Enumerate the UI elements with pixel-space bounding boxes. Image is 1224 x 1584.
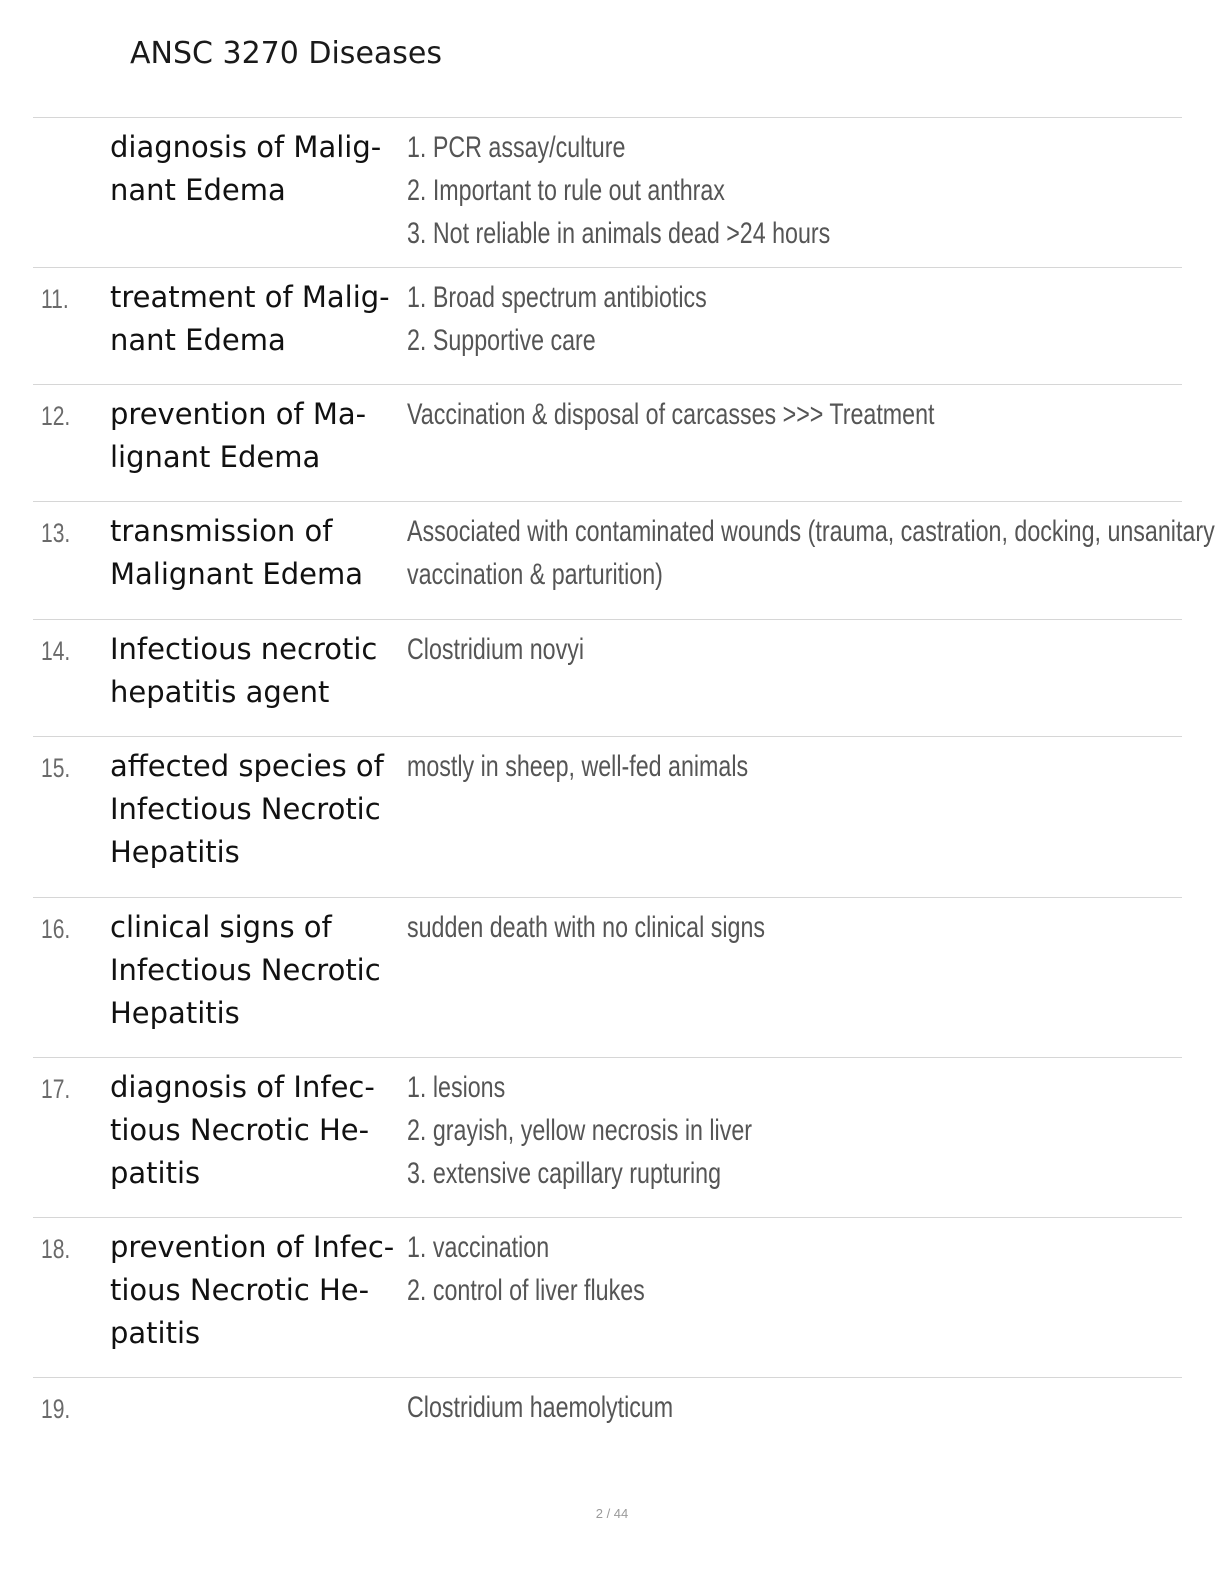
row-number: 13.: [41, 518, 71, 548]
term-line: Hepatitis: [110, 835, 240, 869]
definition-line: Vaccination & disposal of carcasses >>> Treatment: [407, 398, 935, 431]
definition-line: vaccination & parturition): [407, 558, 663, 591]
definition-line: Clostridium novyi: [407, 633, 585, 666]
document-title: ANSC 3270 Diseases: [130, 36, 442, 71]
row-term: [110, 393, 400, 479]
definition-line: 2. control of liver flukes: [407, 1274, 645, 1307]
term-line: Infectious Necrotic: [110, 792, 381, 826]
flashcard-row: [33, 619, 1182, 736]
flashcard-row: [33, 117, 1182, 267]
term-line: clinical signs of: [110, 910, 332, 944]
term-line: lignant Edema: [110, 440, 321, 474]
row-definition: [407, 1386, 1182, 1429]
row-number: 12.: [41, 401, 71, 431]
row-number: 14.: [41, 636, 71, 666]
row-number: 16.: [41, 914, 71, 944]
row-number: 15.: [41, 753, 71, 783]
term-line: patitis: [110, 1316, 201, 1350]
flashcard-row: [33, 1217, 1182, 1377]
term-line: nant Edema: [110, 173, 286, 207]
row-number: 19.: [41, 1394, 71, 1424]
definition-line: sudden death with no clinical signs: [407, 911, 766, 944]
row-term: [110, 745, 400, 874]
definition-line: 1. lesions: [407, 1071, 506, 1104]
term-line: Infectious Necrotic: [110, 953, 381, 987]
definition-line: 1. vaccination: [407, 1231, 550, 1264]
row-number: 17.: [41, 1074, 71, 1104]
definition-line: 1. Broad spectrum antibiotics: [407, 281, 707, 314]
term-line: hepatitis agent: [110, 675, 330, 709]
term-line: affected species of: [110, 749, 384, 783]
term-line: Malignant Edema: [110, 557, 364, 591]
row-definition: [407, 276, 1182, 362]
row-number: 18.: [41, 1234, 71, 1264]
flashcard-row: [33, 736, 1182, 897]
term-line: Infectious necrotic: [110, 632, 378, 666]
term-line: tious Necrotic He-: [110, 1273, 370, 1307]
flashcard-row: [33, 1057, 1182, 1217]
definition-line: Associated with contaminated wounds (trauma, castration, docking, unsanitary: [407, 515, 1215, 548]
term-line: patitis: [110, 1156, 201, 1190]
row-term: [110, 906, 400, 1035]
row-definition: [407, 393, 1182, 436]
row-number: 11.: [41, 284, 69, 314]
definition-line: mostly in sheep, well-fed animals: [407, 750, 749, 783]
row-definition: [407, 510, 1215, 596]
term-line: tious Necrotic He-: [110, 1113, 370, 1147]
flashcard-row: [33, 501, 1215, 619]
definition-line: 3. Not reliable in animals dead >24 hours: [407, 217, 831, 250]
flashcard-row: [33, 1377, 1182, 1457]
flashcard-row: [33, 267, 1182, 384]
row-definition: [407, 628, 1182, 671]
term-line: prevention of Ma-: [110, 397, 367, 431]
row-term: [110, 126, 400, 212]
row-definition: [407, 1066, 1182, 1195]
row-term: [110, 628, 400, 714]
definition-line: 3. extensive capillary rupturing: [407, 1157, 722, 1190]
row-definition: [407, 126, 1182, 255]
term-line: Hepatitis: [110, 996, 240, 1030]
definition-line: Clostridium haemolyticum: [407, 1391, 674, 1424]
page-number: 2 / 44: [595, 1506, 629, 1521]
row-definition: [407, 906, 1182, 949]
row-term: [110, 1226, 400, 1355]
term-line: prevention of Infec-: [110, 1230, 395, 1264]
flashcard-row: [33, 897, 1182, 1057]
row-definition: [407, 745, 1182, 788]
term-line: treatment of Malig-: [110, 280, 390, 314]
definition-line: 1. PCR assay/culture: [407, 131, 626, 164]
term-line: transmission of: [110, 514, 333, 548]
term-line: nant Edema: [110, 323, 286, 357]
term-line: diagnosis of Infec-: [110, 1070, 375, 1104]
term-line: diagnosis of Malig-: [110, 130, 382, 164]
definition-line: 2. grayish, yellow necrosis in liver: [407, 1114, 753, 1147]
definition-line: 2. Supportive care: [407, 324, 596, 357]
row-term: [110, 276, 400, 362]
row-definition: [407, 1226, 1182, 1312]
definition-line: 2. Important to rule out anthrax: [407, 174, 725, 207]
row-term: [110, 510, 400, 596]
flashcard-row: [33, 384, 1182, 501]
row-term: [110, 1066, 400, 1195]
